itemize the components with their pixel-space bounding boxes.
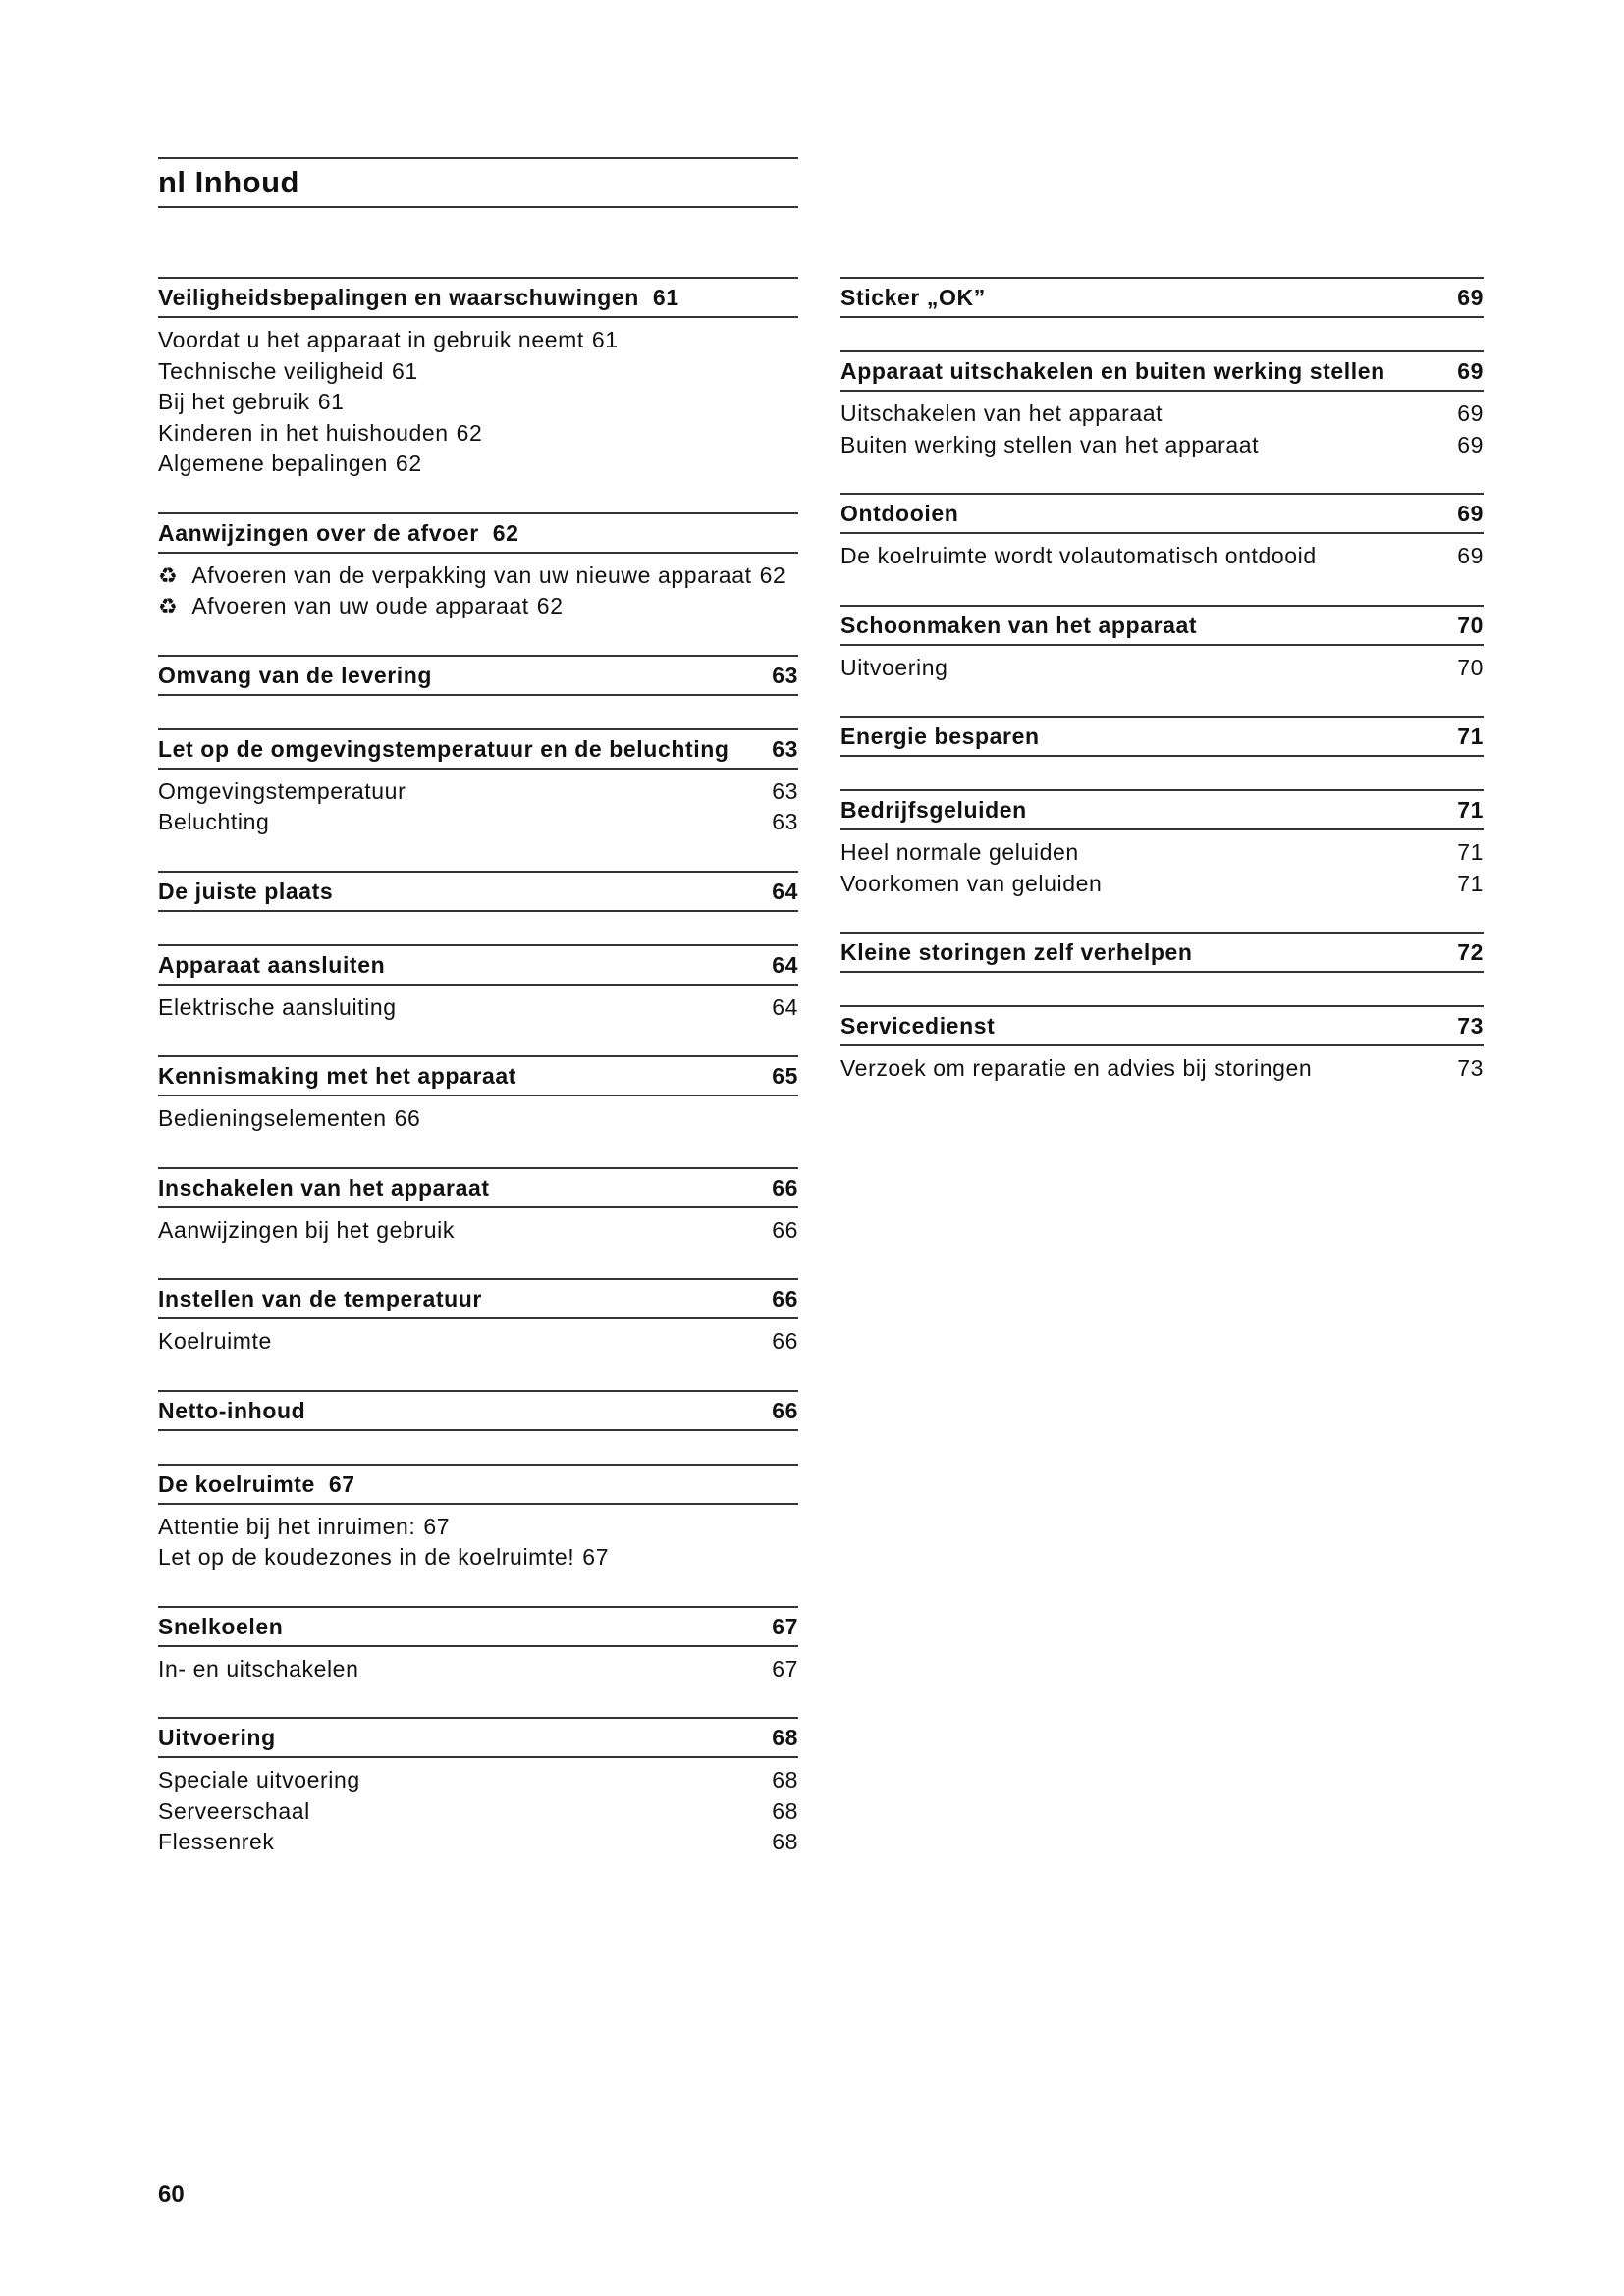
entry-title: In- en uitschakelen bbox=[158, 1655, 359, 1682]
entry-title: Algemene bepalingen bbox=[158, 451, 388, 476]
toc-section-heading[interactable] bbox=[158, 1717, 798, 1758]
toc-section-heading[interactable] bbox=[840, 1005, 1484, 1046]
toc-entry[interactable] bbox=[158, 356, 798, 388]
toc-entries bbox=[840, 830, 1484, 899]
toc-section-heading[interactable] bbox=[158, 1167, 798, 1208]
toc-section bbox=[840, 605, 1484, 684]
entry-page: 62 bbox=[759, 561, 786, 588]
toc-entry[interactable] bbox=[158, 992, 798, 1024]
toc-entry[interactable] bbox=[158, 1326, 798, 1358]
entry-page: 67 bbox=[772, 1655, 798, 1682]
entry-page: 66 bbox=[772, 1328, 798, 1354]
entry-page: 61 bbox=[391, 357, 418, 384]
section-title: Netto-inhoud bbox=[158, 1397, 306, 1423]
toc-entry[interactable] bbox=[158, 1103, 798, 1135]
entry-title: Omgevingstemperatuur bbox=[158, 777, 406, 804]
entry-title: Afvoeren van de verpakking van uw nieuwe apparaat bbox=[191, 561, 752, 588]
section-title: Servicedienst bbox=[840, 1013, 996, 1039]
entry-page: 71 bbox=[1457, 870, 1484, 896]
entry-title: Attentie bij het inruimen: bbox=[158, 1513, 416, 1539]
section-page: 69 bbox=[1457, 285, 1484, 310]
section-page: 68 bbox=[772, 1725, 798, 1750]
toc-entry[interactable] bbox=[840, 869, 1484, 900]
toc-section bbox=[158, 1390, 798, 1431]
entry-page: 66 bbox=[772, 1216, 798, 1243]
toc-entries bbox=[840, 392, 1484, 460]
entry-title: Kinderen in het huishouden bbox=[158, 419, 449, 446]
entry-title: Aanwijzingen bij het gebruik bbox=[158, 1216, 455, 1243]
toc-section-heading[interactable] bbox=[158, 1278, 798, 1319]
toc-section-heading[interactable] bbox=[158, 1464, 798, 1505]
entry-page: 70 bbox=[1457, 654, 1484, 680]
toc-section bbox=[840, 277, 1484, 318]
section-page: 66 bbox=[772, 1174, 798, 1201]
section-title: Ontdooien bbox=[840, 501, 959, 526]
toc-section bbox=[158, 1278, 798, 1358]
section-title: Inschakelen van het apparaat bbox=[158, 1174, 490, 1201]
toc-entries bbox=[158, 1096, 798, 1135]
entry-title: Beluchting bbox=[158, 809, 270, 834]
entry-title: Voordat u het apparaat in gebruik neemt bbox=[158, 327, 584, 352]
entry-title: Serveerschaal bbox=[158, 1797, 310, 1824]
toc-entry[interactable] bbox=[158, 387, 798, 418]
entry-title: Bedieningselementen bbox=[158, 1105, 387, 1131]
entry-title: Elektrische aansluiting bbox=[158, 993, 397, 1020]
entry-page: 68 bbox=[772, 1797, 798, 1824]
toc-entry[interactable] bbox=[158, 449, 798, 480]
entry-title: Uitvoering bbox=[840, 654, 948, 680]
toc-entries bbox=[158, 1647, 798, 1685]
section-title: Apparaat uitschakelen en buiten werking stellen bbox=[840, 358, 1385, 384]
toc-entries bbox=[158, 1208, 798, 1247]
toc-section-heading[interactable] bbox=[158, 871, 798, 912]
entry-title: Uitschakelen van het apparaat bbox=[840, 400, 1164, 426]
entry-title: Bij het gebruik bbox=[158, 389, 310, 414]
toc-section bbox=[158, 512, 798, 622]
section-page: 67 bbox=[328, 1470, 355, 1497]
toc-entry[interactable] bbox=[158, 561, 798, 592]
section-title: Omvang van de levering bbox=[158, 662, 433, 688]
toc-entry[interactable] bbox=[158, 1796, 798, 1828]
section-title: Kleine storingen zelf verhelpen bbox=[840, 939, 1193, 965]
toc-section-heading[interactable] bbox=[840, 350, 1484, 392]
toc-entries bbox=[158, 770, 798, 838]
toc-section bbox=[158, 871, 798, 912]
entry-page: 63 bbox=[772, 777, 798, 804]
entry-page: 62 bbox=[456, 419, 483, 446]
toc-section bbox=[158, 655, 798, 696]
toc-entry[interactable] bbox=[158, 807, 798, 838]
section-title: Kennismaking met het apparaat bbox=[158, 1063, 517, 1089]
entry-page: 62 bbox=[395, 451, 422, 476]
toc-entries bbox=[158, 554, 798, 622]
toc-section-heading[interactable] bbox=[158, 1390, 798, 1431]
section-page: 69 bbox=[1457, 501, 1484, 526]
section-page: 63 bbox=[772, 735, 798, 762]
toc-section bbox=[840, 716, 1484, 757]
toc-entries bbox=[158, 1758, 798, 1858]
toc-section-heading[interactable] bbox=[840, 493, 1484, 534]
section-page: 66 bbox=[772, 1397, 798, 1423]
toc-entry[interactable] bbox=[840, 399, 1484, 430]
toc-section bbox=[840, 932, 1484, 973]
section-title: Aanwijzingen over de afvoer bbox=[158, 519, 479, 546]
page-number: 60 bbox=[158, 2181, 185, 2208]
toc-entry[interactable] bbox=[840, 541, 1484, 572]
toc-section bbox=[158, 1055, 798, 1135]
toc-section bbox=[158, 277, 798, 480]
toc-entry[interactable] bbox=[840, 430, 1484, 461]
toc-section-heading[interactable] bbox=[840, 932, 1484, 973]
section-page: 66 bbox=[772, 1286, 798, 1311]
section-page: 67 bbox=[772, 1613, 798, 1639]
entry-page: 67 bbox=[423, 1513, 451, 1539]
section-title: Snelkoelen bbox=[158, 1613, 284, 1639]
toc-section-heading[interactable] bbox=[840, 605, 1484, 646]
entry-page: 69 bbox=[1457, 431, 1484, 457]
entry-title: De koelruimte wordt volautomatisch ontdooid bbox=[840, 543, 1317, 568]
toc-section bbox=[840, 1005, 1484, 1085]
toc-section-heading[interactable] bbox=[158, 944, 798, 986]
toc-section-heading[interactable] bbox=[158, 277, 798, 318]
section-page: 70 bbox=[1457, 612, 1484, 638]
toc-section bbox=[158, 728, 798, 838]
toc-entry[interactable] bbox=[840, 653, 1484, 684]
toc-entry[interactable] bbox=[840, 1053, 1484, 1085]
toc-entry[interactable] bbox=[158, 1542, 798, 1574]
entry-page: 69 bbox=[1457, 400, 1484, 426]
entry-page: 73 bbox=[1457, 1055, 1484, 1081]
entry-title: Speciale uitvoering bbox=[158, 1767, 360, 1792]
section-page: 71 bbox=[1457, 723, 1484, 749]
toc-left-column bbox=[158, 277, 798, 1891]
toc-section bbox=[840, 350, 1484, 460]
toc-section-heading[interactable] bbox=[158, 655, 798, 696]
entry-title: Technische veiligheid bbox=[158, 357, 384, 384]
toc-entry[interactable] bbox=[840, 837, 1484, 869]
toc-section-heading[interactable] bbox=[840, 716, 1484, 757]
toc-entry[interactable] bbox=[158, 1654, 798, 1685]
toc-section bbox=[158, 1717, 798, 1858]
toc-entry[interactable] bbox=[158, 591, 798, 622]
entry-title: Let op de koudezones in de koelruimte! bbox=[158, 1544, 575, 1570]
entry-title: Heel normale geluiden bbox=[840, 839, 1079, 865]
toc-entry[interactable] bbox=[158, 418, 798, 450]
entry-page: 71 bbox=[1457, 839, 1484, 865]
section-page: 72 bbox=[1457, 939, 1484, 965]
entry-page: 61 bbox=[591, 327, 619, 352]
section-page: 63 bbox=[772, 662, 798, 688]
section-page: 62 bbox=[492, 519, 519, 546]
toc-section bbox=[840, 493, 1484, 572]
toc-entries bbox=[158, 1505, 798, 1574]
toc-entries bbox=[158, 318, 798, 480]
entry-page: 61 bbox=[317, 389, 345, 414]
section-title: Sticker „OK” bbox=[840, 285, 986, 310]
entry-title: Voorkomen van geluiden bbox=[840, 870, 1103, 896]
section-title: Bedrijfsgeluiden bbox=[840, 797, 1027, 823]
toc-section bbox=[158, 944, 798, 1024]
toc-section-heading[interactable] bbox=[158, 1606, 798, 1647]
entry-title: Afvoeren van uw oude apparaat bbox=[191, 593, 529, 618]
toc-entry[interactable] bbox=[158, 776, 798, 808]
toc-section-heading[interactable] bbox=[840, 789, 1484, 830]
section-title: Uitvoering bbox=[158, 1725, 276, 1750]
section-title: Instellen van de temperatuur bbox=[158, 1286, 482, 1311]
section-page: 71 bbox=[1457, 797, 1484, 823]
entry-title: Buiten werking stellen van het apparaat bbox=[840, 431, 1260, 457]
toc-right-column bbox=[840, 277, 1484, 1117]
section-title: Apparaat aansluiten bbox=[158, 951, 386, 978]
entry-page: 64 bbox=[772, 993, 798, 1020]
toc-section-heading[interactable] bbox=[840, 277, 1484, 318]
section-title-line bbox=[158, 1471, 798, 1498]
entry-title: Verzoek om reparatie en advies bij storingen bbox=[840, 1055, 1313, 1081]
section-title-line bbox=[158, 285, 798, 311]
toc-section bbox=[840, 789, 1484, 899]
toc-entry[interactable] bbox=[158, 1215, 798, 1247]
entry-page: 68 bbox=[772, 1767, 798, 1792]
section-page: 61 bbox=[652, 285, 679, 310]
toc-section bbox=[158, 1464, 798, 1574]
toc-entry[interactable] bbox=[158, 1765, 798, 1796]
toc-section bbox=[158, 1606, 798, 1685]
entry-page: 63 bbox=[772, 809, 798, 834]
entry-page: 67 bbox=[582, 1544, 610, 1570]
entry-page: 66 bbox=[394, 1105, 421, 1131]
recycle-icon: ♻ bbox=[158, 594, 179, 618]
section-title: De koelruimte bbox=[158, 1470, 315, 1497]
section-title-line bbox=[158, 520, 798, 547]
toc-entries bbox=[840, 534, 1484, 572]
toc-section bbox=[158, 1167, 798, 1247]
section-title: Veiligheidsbepalingen en waarschuwingen bbox=[158, 285, 639, 310]
toc-entry[interactable] bbox=[158, 1827, 798, 1858]
toc-entry[interactable] bbox=[158, 325, 798, 356]
toc-entries bbox=[840, 646, 1484, 684]
section-title: Energie besparen bbox=[840, 723, 1040, 749]
section-page: 65 bbox=[772, 1063, 798, 1089]
toc-section-heading[interactable] bbox=[158, 728, 798, 770]
section-title: Schoonmaken van het apparaat bbox=[840, 612, 1198, 638]
toc-entry[interactable] bbox=[158, 1512, 798, 1543]
section-page: 64 bbox=[772, 951, 798, 978]
entry-title: Koelruimte bbox=[158, 1328, 272, 1354]
toc-entries bbox=[158, 986, 798, 1024]
toc-section-heading[interactable] bbox=[158, 1055, 798, 1096]
section-title: De juiste plaats bbox=[158, 878, 334, 904]
entry-page: 69 bbox=[1457, 543, 1484, 568]
toc-entries bbox=[158, 1319, 798, 1358]
toc-section-heading[interactable] bbox=[158, 512, 798, 554]
entry-page: 62 bbox=[536, 593, 564, 618]
section-page: 69 bbox=[1457, 358, 1484, 384]
entry-title: Flessenrek bbox=[158, 1829, 275, 1854]
section-page: 73 bbox=[1457, 1013, 1484, 1039]
entry-page: 68 bbox=[772, 1829, 798, 1854]
page-title: nl Inhoud bbox=[158, 157, 798, 208]
section-page: 64 bbox=[772, 878, 798, 904]
section-title: Let op de omgevingstemperatuur en de beluchting bbox=[158, 735, 730, 762]
toc-entries bbox=[840, 1046, 1484, 1085]
recycle-icon: ♻ bbox=[158, 562, 179, 588]
